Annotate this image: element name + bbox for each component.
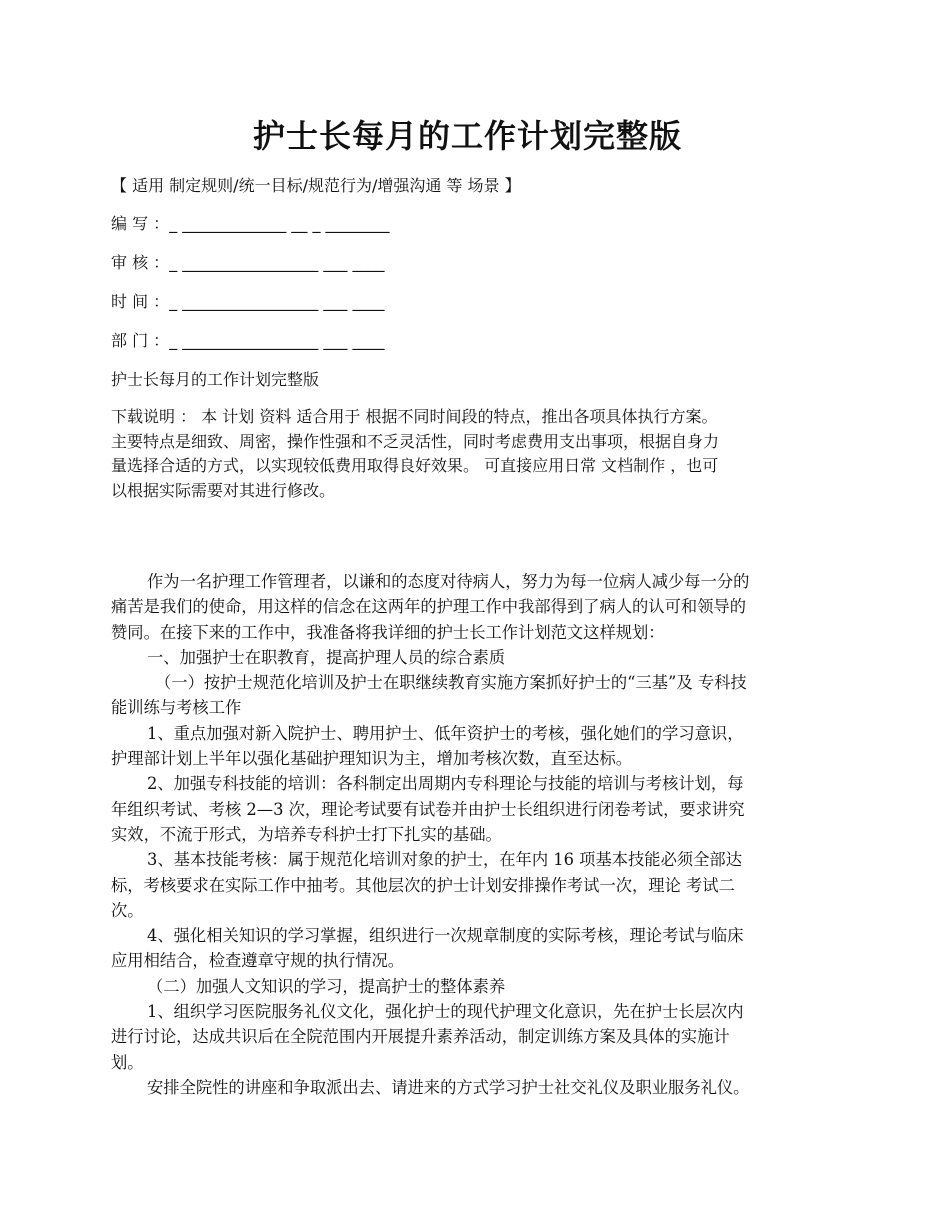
document-subtitle: 护士长每月的工作计划完整版 [111,370,320,389]
intro-line: 下载说明 ： 本 计划 资料 适合用于 根据不同时间段的特点，推出各项具体执行方案。 [111,407,718,426]
section-heading: 一、加强护士在职教育，提高护理人员的综合素质 [147,647,506,667]
field-author [111,212,390,236]
body-text [111,569,831,1100]
intro-line: 以根据实际需要对其进行修改。 [111,480,336,500]
body-line: 痛苦是我们的使命，用这样的信念在这两年的护理工作中我部得到了病人的认可和领导的 [111,597,746,617]
body-line: 进行讨论，达成共识后在全院范围内开展提升素养活动，制定训练方案及具体的实施计 [111,1027,730,1047]
intro-line: 量选择合适的方式，以实现较低费用取得良好效果。 可直接应用日常 文档制作 ，也可 [111,456,719,475]
field-blank: _ _________________ ___ ____ [169,253,385,272]
scene-line: 【 适用 制定规则/统一目标/规范行为/增强沟通 等 场景 】 [111,176,521,195]
body-line: 3、基本技能考核：属于规范化培训对象的护士，在年内 16 项基本技能必须全部达 [147,850,742,870]
body-line: 作为一名护理工作管理者，以谦和的态度对待病人，努力为每一位病人减少每一分的 [147,572,750,591]
body-line: 次。 [111,900,144,920]
field-blank: _ _________________ ___ ____ [169,292,385,311]
field-label: 审 核 ： [111,253,170,272]
body-line: 1、重点加强对新入院护士、聘用护士、低年资护士的考核，强化她们的学习意识， [147,723,744,743]
subsection-heading: （一）按护士规范化培训及护士在职继续教育实施方案抓好护士的“三基”及 专科技 [155,673,747,693]
body-line: 划。 [111,1052,144,1072]
download-notes [111,405,821,503]
body-line: 2、加强专科技能的培训：各科制定出周期内专科理论与技能的培训与考核计划，每 [147,774,744,794]
body-line: 安排全院性的讲座和争取派出去、请进来的方式学习护士社交礼仪及职业服务礼仪。 [147,1077,750,1097]
field-label: 部 门 ： [111,331,170,350]
field-label: 时 间 ： [111,292,170,311]
intro-line: 主要特点是细致、周密，操作性强和不乏灵活性，同时考虑费用支出事项，根据自身力 [111,431,720,451]
body-line: 1、组织学习医院服务礼仪文化，强化护士的现代护理文化意识，先在护士长层次内 [147,1002,744,1022]
body-line: 标，考核要求在实际工作中抽考。其他层次的护士计划安排操作考试一次，理论 考试二 [111,875,735,895]
body-line: 赞同。在接下来的工作中，我准备将我详细的护士长工作计划范文这样规划： [111,622,665,642]
subsection-heading: （二）加强人文知识的学习，提高护士的整体素养 [147,976,506,996]
body-line: 能训练与考核工作 [111,698,242,718]
field-time [111,290,384,314]
field-blank: _ _____________ __ _ ________ [169,214,390,233]
document-title: 护士长每月的工作计划完整版 [252,117,682,155]
field-label: 编 写 ： [111,214,170,233]
body-line: 实效，不流于形式，为培养专科护士打下扎实的基础。 [111,824,502,844]
field-reviewer [111,251,384,275]
body-line: 护理部计划上半年以强化基础护理知识为主，增加考核次数，直至达标。 [111,749,633,769]
body-line: 4、强化相关知识的学习掌握，组织进行一次规章制度的实际考核，理论考试与临床 [147,926,744,946]
field-department [111,329,384,353]
body-line: 年组织考试、考核 2—3 次，理论考试要有试卷并由护士长组织进行闭卷考试，要求讲究 [111,799,745,819]
body-line: 应用相结合，检查遵章守规的执行情况。 [111,951,405,971]
field-blank: _ _________________ ___ ____ [169,331,385,350]
